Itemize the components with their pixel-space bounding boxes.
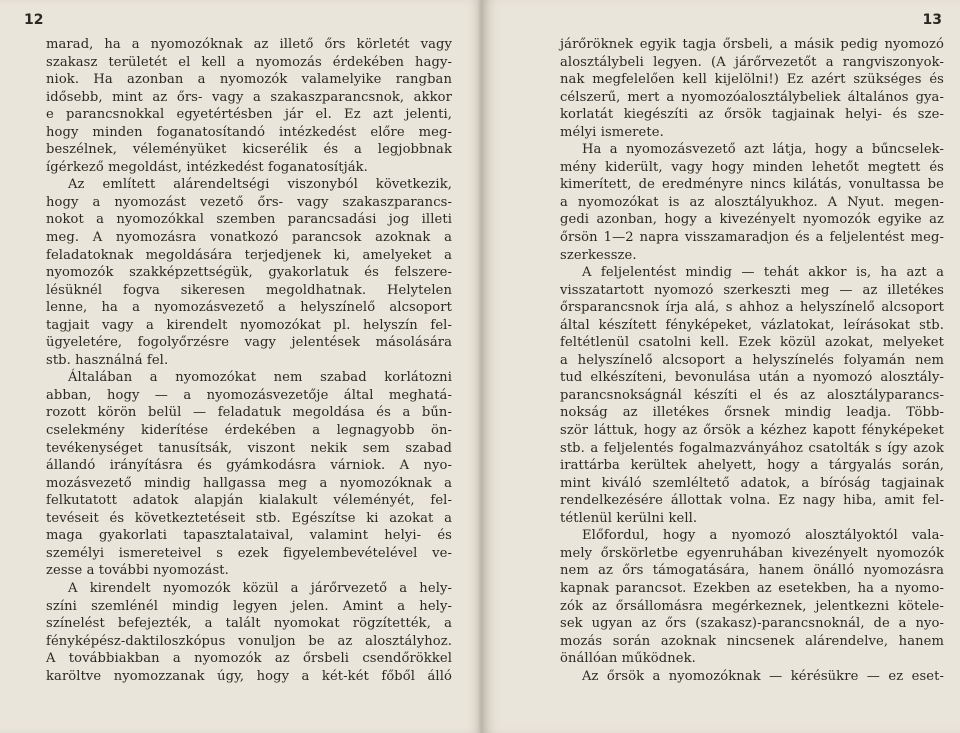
text-line: tevékenységet tanusítsák, viszont nekik sem szabad xyxy=(46,440,452,456)
text-line: zesse a további nyomozást. xyxy=(46,563,229,579)
text-line: a helyszínelő alcsoport a helyszínelés folyamán nem xyxy=(560,352,944,368)
text-line: ügyeletére, fogolyőrzésre vagy jelentések másolására xyxy=(46,335,452,351)
text-line: niok. Ha azonban a nyomozók valamelyike rangban xyxy=(46,72,452,88)
text-line: nyomozók szakképzettségük, gyakorlatuk és felszere- xyxy=(46,265,452,281)
text-line: hogy minden foganatosítandó intézkedést előre meg- xyxy=(46,124,452,140)
text-line: ször láttuk, hogy az őrsök a kézhez kapott fényképeket xyxy=(560,423,944,439)
text-line: szerkessze. xyxy=(560,247,637,263)
page-number-right: 13 xyxy=(922,12,942,28)
text-line: meg. A nyomozásra vonatkozó parancsok azoknak a xyxy=(46,230,452,246)
text-line: maga gyakorlati tapasztalataival, valamint helyi- és xyxy=(46,528,452,544)
text-line: tétlenül kerülni kell. xyxy=(560,510,698,526)
text-line: hogy a nyomozást vezető őrs- vagy szakaszparancs- xyxy=(46,194,452,210)
right-page xyxy=(482,0,960,733)
text-line: mozásvezető mindig hallgassa meg a nyomozóknak a xyxy=(46,475,452,491)
text-line: felkutatott adatok alapján kialakult véleményét, fel- xyxy=(46,493,452,509)
text-line: célszerű, mert a nyomozóalosztálybeliek általános gya- xyxy=(560,89,944,105)
text-line: tevéseit és következtetéseit stb. Egészítse ki azokat a xyxy=(46,510,452,526)
text-line: zók az őrsállomásra megérkeznek, jelentkezni kötele- xyxy=(560,598,944,614)
text-line: Előfordul, hogy a nyomozó alosztályoktól vala- xyxy=(582,528,944,544)
text-line: önállóan működnek. xyxy=(560,651,696,667)
page-number-left: 12 xyxy=(24,12,44,28)
text-line: abban, hogy — a nyomozásvezetője által meghatá- xyxy=(46,387,452,403)
text-line: mely őrskörletbe egyenruhában kivezényelt nyomozók xyxy=(560,545,944,561)
text-line: alosztálybeli legyen. (A járőrvezetőt a rangviszonyok- xyxy=(560,54,944,70)
text-line: kapnak parancsot. Ezekben az esetekben, ha a nyomo- xyxy=(560,580,944,596)
text-line: őrsparancsnok írja alá, s ahhoz a helyszínelő alcsoport xyxy=(560,300,944,316)
text-line: e parancsnokkal egyetértésben jár el. Ez azt jelenti, xyxy=(46,107,452,123)
text-line: nem az őrs támogatására, hanem önálló nyomozásra xyxy=(560,563,944,579)
text-line: sek ugyan az őrs (szakasz)-parancsnoknál, de a nyo- xyxy=(560,616,944,632)
text-line: Általában a nyomozókat nem szabad korlátozni xyxy=(68,370,452,386)
text-line: a nyomozókat is az alosztályukhoz. A Nyut. megen- xyxy=(560,194,944,210)
text-line: mozás során azoknak nincsenek alárendelve, hanem xyxy=(560,633,944,649)
text-line: mélyi ismerete. xyxy=(560,124,664,140)
text-line: A feljelentést mindig — tehát akkor is, ha azt a xyxy=(582,265,944,281)
text-line: marad, ha a nyomozóknak az illető őrs körletét vagy xyxy=(46,37,452,52)
text-line: karöltve nyomozzanak úgy, hogy a két-két főből álló xyxy=(46,668,452,684)
text-line: szakasz területét el kell a nyomozás érdekében hagy- xyxy=(46,54,452,70)
text-line: korlatát kiegészíti az őrsök tagjainak helyi- és sze- xyxy=(560,107,944,123)
text-line: személyi ismereteivel s ezek figyelembevételével ve- xyxy=(46,545,452,561)
right-page-text xyxy=(560,36,944,685)
text-line: fényképész-daktiloszkópus vonuljon be az alosztályhoz. xyxy=(46,633,452,649)
text-line: mény kiderült, vagy hogy minden lehetőt megtett és xyxy=(560,159,944,175)
text-line: őrsön 1—2 napra visszamaradjon és a feljelentést meg- xyxy=(560,230,944,246)
text-line: ígérkező megoldást, intézkedést foganatosítják. xyxy=(46,159,368,175)
text-line: tagjait vagy a kirendelt nyomozókat pl. helyszín fel- xyxy=(46,317,452,333)
text-line: stb. a feljelentés fogalmazványához csatolták s így azok xyxy=(560,440,944,456)
text-line: Ha a nyomozásvezető azt látja, hogy a bűncselek- xyxy=(582,142,944,158)
text-line: feladatoknak megoldására terjedjenek ki, amelyeket a xyxy=(46,247,452,263)
text-line: lenne, ha a nyomozásvezető a helyszínelő alcsoport xyxy=(46,300,452,316)
text-line: visszatartott nyomozó szerkeszti meg — az illetékes xyxy=(560,282,944,298)
text-line: stb. használná fel. xyxy=(46,352,169,368)
text-line: A továbbiakban a nyomozók az őrsbeli csendőrökkel xyxy=(46,651,452,667)
text-line: rozott körön belül — feladatuk megoldása és a bűn- xyxy=(46,405,452,421)
text-line: idősebb, mint az őrs- vagy a szakaszparancsnok, akkor xyxy=(46,89,452,105)
text-line: színi szemlénél mindig legyen jelen. Amint a hely- xyxy=(46,598,452,614)
text-line: nokság az illetékes őrsnek mindig leadja. Több- xyxy=(560,405,944,421)
text-line: cselekmény kiderítése érdekében a legnagyobb ön- xyxy=(46,423,452,439)
text-line: gedi azonban, hogy a kivezényelt nyomozók egyike az xyxy=(560,212,944,228)
text-line: színelést befejezték, a talált nyomokat rögzítették, a xyxy=(46,616,452,632)
text-line: nokot a nyomozókkal szemben parancsadási jog illeti xyxy=(46,212,452,228)
text-line: kimerített, de eredményre nincs kilátás, vonultassa be xyxy=(560,177,944,193)
text-line: A kirendelt nyomozók közül a járőrvezető a hely- xyxy=(68,580,452,596)
text-line: rendelkezésére állottak volna. Ez nagy hiba, amit fel- xyxy=(560,493,944,509)
text-line: irattárba kerültek ahelyett, hogy a tárgyalás során, xyxy=(560,458,944,474)
text-line: Az említett alárendeltségi viszonyból következik, xyxy=(68,177,452,193)
text-line: parancsnokságnál készíti el és az alosztályparancs- xyxy=(560,387,944,403)
text-line: lésüknél fogva sikeresen megoldhatnak. Helytelen xyxy=(46,282,452,298)
text-line: által készített fényképeket, vázlatokat, leírásokat stb. xyxy=(560,317,944,333)
text-line: járőröknek egyik tagja őrsbeli, a másik pedig nyomozó xyxy=(560,37,944,52)
text-line: Az őrsök a nyomozóknak — kérésükre — ez eset- xyxy=(582,668,944,684)
text-line: tud elkészíteni, bevonulása után a nyomozó alosztály- xyxy=(560,370,944,386)
text-line: beszélnek, véleményüket kicserélik és a legjobbnak xyxy=(46,142,452,158)
text-line: állandó irányításra és gyámkodásra várniok. A nyo- xyxy=(46,458,452,474)
text-line: mint kiváló szemléltető adatok, a bíróság tagjainak xyxy=(560,475,944,491)
text-line: feltétlenül csatolni kell. Ezek közül azokat, melyeket xyxy=(560,335,944,351)
left-page-text xyxy=(46,36,452,685)
text-line: nak megfelelően kell kijelölni!) Ez azért szükséges és xyxy=(560,72,944,88)
